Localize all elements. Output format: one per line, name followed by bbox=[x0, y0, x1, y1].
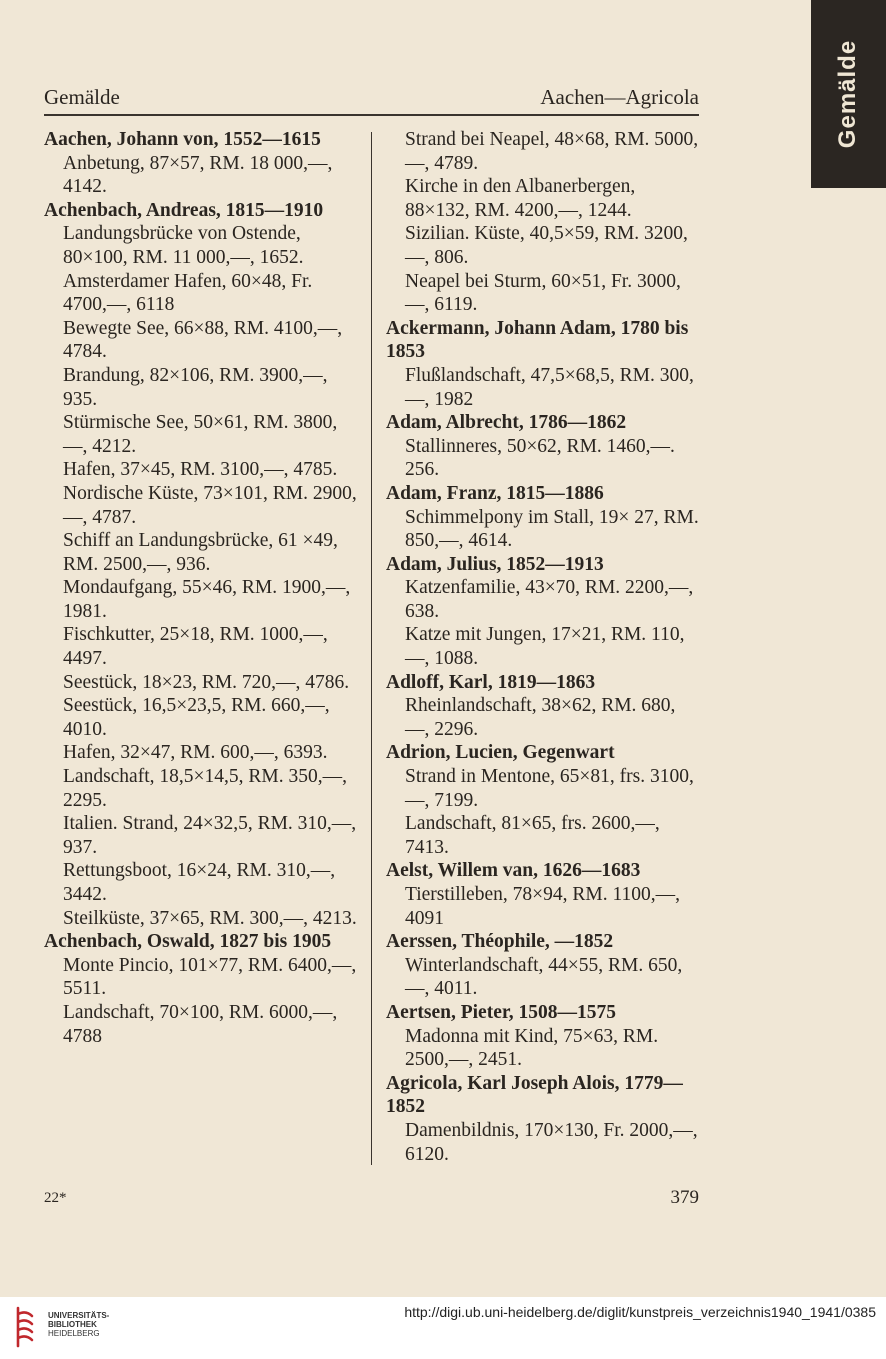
artwork-listing: Stallinneres, 50×62, RM. 1460,—. 256. bbox=[405, 435, 675, 481]
artist-heading: Aertsen, Pieter, 1508—1575 bbox=[386, 1001, 616, 1023]
artwork-listing: Mondaufgang, 55×46, RM. 1900,—, 1981. bbox=[63, 577, 351, 622]
library-line-1: UNIVERSITÄTS- bbox=[48, 1311, 110, 1320]
catalog-entry bbox=[386, 411, 699, 482]
artwork-listing: Steilküste, 37×65, RM. 300,—, 4213. bbox=[63, 907, 357, 929]
artwork-listing: Madonna mit Kind, 75×63, RM. 2500,—, 2451. bbox=[405, 1025, 659, 1071]
artwork-listing: Schiff an Landungsbrücke, 61 ×49, RM. 2500,—, 936. bbox=[63, 530, 338, 575]
catalog-entry bbox=[386, 741, 699, 859]
catalog-entry bbox=[44, 930, 359, 1048]
artist-heading: Adloff, Karl, 1819—1863 bbox=[386, 671, 596, 693]
library-line-3: HEIDELBERG bbox=[48, 1329, 100, 1338]
artwork-listing: Landschaft, 18,5×14,5, RM. 350,—, 2295. bbox=[63, 766, 347, 811]
running-head-right: Aachen—Agricola bbox=[540, 85, 699, 109]
artwork-listing: Nordische Küste, 73×101, RM. 2900,—, 4787. bbox=[63, 482, 357, 528]
artist-heading: Adrion, Lucien, Gegenwart bbox=[386, 742, 615, 764]
artwork-listing: Katzenfamilie, 43×70, RM. 2200,—, 638. bbox=[405, 577, 694, 622]
side-tab-label: Gemälde bbox=[834, 39, 862, 149]
page-number: 379 bbox=[670, 1187, 699, 1208]
artist-heading: Adam, Julius, 1852—1913 bbox=[386, 553, 604, 575]
catalog-entry bbox=[386, 671, 699, 742]
catalog-entry bbox=[386, 553, 699, 671]
artwork-listing: Landschaft, 81×65, frs. 2600,—, 7413. bbox=[405, 813, 660, 858]
artwork-listing: Hafen, 37×45, RM. 3100,—, 4785. bbox=[63, 459, 338, 481]
catalog-entry bbox=[44, 128, 359, 199]
header-rule bbox=[44, 114, 699, 116]
artwork-listing: Landungsbrücke von Ostende, 80×100, RM. 11 000,—, 1652. bbox=[63, 223, 304, 268]
signature-mark: 22* bbox=[44, 1190, 67, 1206]
running-head-left: Gemälde bbox=[44, 85, 120, 109]
artist-heading: Aachen, Johann von, 1552—1615 bbox=[44, 129, 321, 150]
artwork-listing: Hafen, 32×47, RM. 600,—, 6393. bbox=[63, 742, 328, 764]
artwork-listing: Rheinlandschaft, 38×62, RM. 680,—, 2296. bbox=[405, 695, 676, 740]
artwork-listing: Winterlandschaft, 44×55, RM. 650,—, 4011. bbox=[405, 954, 683, 1000]
column-divider bbox=[371, 132, 372, 1165]
artist-heading: Adam, Albrecht, 1786—1862 bbox=[386, 412, 627, 434]
artist-heading: Aerssen, Théophile, —1852 bbox=[386, 931, 614, 953]
artist-heading: Adam, Franz, 1815—1886 bbox=[386, 482, 604, 504]
library-logo-icon bbox=[14, 1306, 36, 1348]
artwork-listing: Strand bei Neapel, 48×68, RM. 5000,—, 4789. bbox=[405, 129, 699, 174]
artwork-listing: Fischkutter, 25×18, RM. 1000,—, 4497. bbox=[63, 624, 328, 670]
artwork-listing: Monte Pincio, 101×77, RM. 6400,—, 5511. bbox=[63, 954, 357, 1000]
artwork-listing: Brandung, 82×106, RM. 3900,—, 935. bbox=[63, 364, 328, 410]
artwork-listing: Stürmische See, 50×61, RM. 3800,—, 4212. bbox=[63, 412, 338, 457]
left-column bbox=[44, 128, 359, 1048]
artwork-listing: Italien. Strand, 24×32,5, RM. 310,—, 937. bbox=[63, 813, 357, 858]
library-logo-text bbox=[48, 1311, 109, 1338]
catalog-entry bbox=[386, 930, 699, 1001]
artwork-listing: Strand in Mentone, 65×81, frs. 3100,—, 7199. bbox=[405, 766, 694, 811]
artwork-listing: Tierstilleben, 78×94, RM. 1100,—, 4091 bbox=[405, 884, 680, 929]
catalog-entry bbox=[386, 1072, 699, 1166]
artwork-listing: Seestück, 16,5×23,5, RM. 660,—, 4010. bbox=[63, 695, 330, 740]
artwork-listing: Katze mit Jungen, 17×21, RM. 110,—, 1088. bbox=[405, 624, 685, 670]
side-tab-label-wrap bbox=[811, 0, 886, 188]
catalog-entry bbox=[386, 859, 699, 930]
library-line-2: BIBLIOTHEK bbox=[48, 1320, 97, 1329]
right-column bbox=[386, 128, 699, 1166]
artist-heading: Aelst, Willem van, 1626—1683 bbox=[386, 860, 641, 882]
artwork-listing: Sizilian. Küste, 40,5×59, RM. 3200,—, 806. bbox=[405, 223, 688, 268]
artwork-listing: Amsterdamer Hafen, 60×48, Fr. 4700,—, 6118 bbox=[63, 270, 313, 316]
artwork-listing: Flußlandschaft, 47,5×68,5, RM. 300,—, 1982 bbox=[405, 364, 694, 410]
artist-heading: Achenbach, Andreas, 1815—1910 bbox=[44, 199, 324, 221]
catalog-entry bbox=[386, 482, 699, 553]
catalog-entry bbox=[386, 1001, 699, 1072]
artist-heading: Achenbach, Oswald, 1827 bis 1905 bbox=[44, 931, 332, 953]
artwork-listing: Damenbildnis, 170×130, Fr. 2000,—, 6120. bbox=[405, 1119, 698, 1165]
artwork-listing: Rettungsboot, 16×24, RM. 310,—, 3442. bbox=[63, 860, 336, 905]
artist-heading: Agricola, Karl Joseph Alois, 1779—1852 bbox=[386, 1072, 683, 1118]
artwork-listing: Kirche in den Albanerbergen, 88×132, RM. 4200,—, 1244. bbox=[405, 176, 636, 221]
catalog-entry bbox=[386, 128, 699, 317]
artwork-listing: Seestück, 18×23, RM. 720,—, 4786. bbox=[63, 671, 350, 693]
artwork-listing: Schimmelpony im Stall, 19× 27, RM. 850,—, 4614. bbox=[405, 506, 699, 552]
catalog-entry bbox=[386, 317, 699, 411]
catalog-entry bbox=[44, 199, 359, 930]
artwork-listing: Landschaft, 70×100, RM. 6000,—, 4788 bbox=[63, 1001, 338, 1047]
artist-heading: Ackermann, Johann Adam, 1780 bis 1853 bbox=[386, 317, 689, 363]
artwork-listing: Bewegte See, 66×88, RM. 4100,—, 4784. bbox=[63, 317, 343, 363]
artwork-listing: Anbetung, 87×57, RM. 18 000,—, 4142. bbox=[63, 152, 333, 198]
source-url[interactable]: http://digi.ub.uni-heidelberg.de/diglit/kunstpreis_verzeichnis1940_1941/0385 bbox=[404, 1304, 876, 1320]
artwork-listing: Neapel bei Sturm, 60×51, Fr. 3000,—, 6119. bbox=[405, 270, 681, 316]
